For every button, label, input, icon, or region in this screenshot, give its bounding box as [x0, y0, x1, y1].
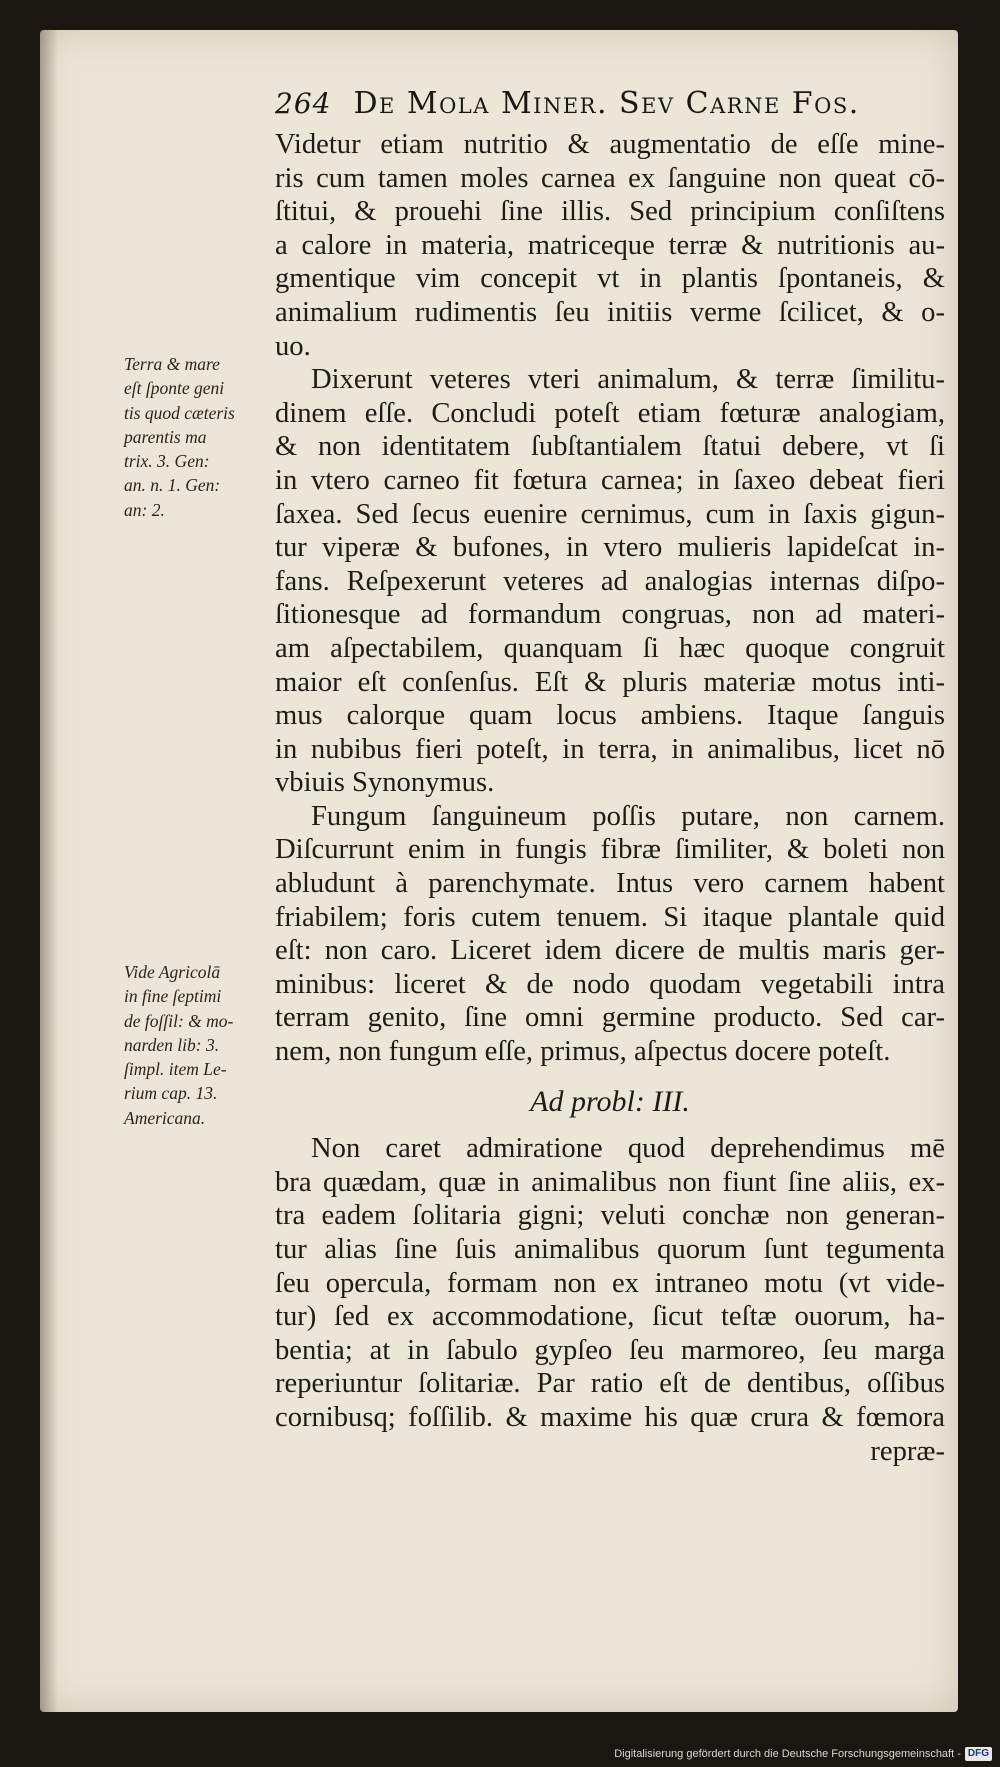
text-line: Dixerunt veteres vteri animalum, & terræ ſimilitu- — [311, 364, 945, 396]
margin-note-line: rium cap. 13. — [124, 1083, 218, 1104]
text-line: ris cum tamen moles carnea ex ſanguine non queat cō- — [275, 162, 945, 194]
margin-note-1 — [124, 352, 274, 522]
text-line: terram genito, ſine omni germine producto. Sed car- — [275, 1002, 945, 1034]
text-line: a calore in materia, matriceque terræ & nutritionis au- — [275, 229, 945, 261]
margin-note-line: ſimpl. item Le- — [124, 1059, 227, 1080]
text-line: ſitionesque ad formandum congruas, non ad materi- — [275, 599, 945, 631]
text-line: bentia; at in ſabulo gypſeo ſeu marmoreo, ſeu marga — [275, 1334, 945, 1366]
text-line: tra eadem ſolitaria gigni; veluti conchæ non generan- — [275, 1200, 945, 1232]
text-line: minibus: liceret & de nodo quodam vegetabili intra — [275, 968, 945, 1000]
paragraph-1 — [275, 128, 945, 363]
margin-note-line: Terra & mare — [124, 354, 220, 374]
text-line: ſtitui, & prouehi ſine illis. Sed principium conſiſtens — [275, 196, 945, 228]
text-line: in vtero carneo fit fœtura carnea; in ſaxeo debeat fieri — [275, 464, 945, 496]
text-line: vbiuis Synonymus. — [275, 767, 495, 799]
margin-note-line: Americana. — [124, 1107, 206, 1128]
text-line: mus calorque quam locus ambiens. Itaque ſanguis — [275, 700, 945, 732]
text-line: in nubibus fieri poteſt, in terra, in animalibus, licet nō — [275, 733, 945, 765]
text-line: nem, non fungum eſſe, primus, aſpectus docere poteſt. — [275, 1036, 891, 1068]
gutter-shadow — [40, 30, 58, 1712]
text-line: tur alias ſine ſuis animalibus quorum ſunt tegumenta — [275, 1234, 945, 1265]
text-line: gmentique vim concepit vt in plantis ſpontaneis, & — [275, 263, 945, 295]
text-line: fans. Reſpexerunt veteres ad analogias internas diſpo- — [275, 565, 945, 597]
catchword: repræ- — [870, 1435, 945, 1467]
text-line: Non caret admiratione quod deprehendimus mē — [311, 1133, 945, 1165]
paragraph-4 — [275, 1132, 945, 1434]
text-line: am aſpectabilem, quanquam ſi hæc quoque congruit — [275, 632, 945, 664]
credit-text: Digitalisierung gefördert durch die Deutsche Forschungsgemeinschaft - — [614, 1748, 961, 1760]
margin-note-line: trix. 3. Gen: — [124, 451, 210, 472]
paragraph-3 — [275, 800, 945, 1069]
margin-note-2 — [124, 960, 274, 1130]
text-line: reperiuntur ſolitariæ. Par ratio eſt de dentibus, oſſibus — [275, 1368, 945, 1400]
text-line: abludunt à parenchymate. Intus vero carnem habent — [275, 868, 945, 900]
text-line: ſeu opercula, formam non ex intraneo motu (vt vide- — [275, 1267, 945, 1299]
main-text-block — [275, 128, 945, 1468]
margin-note-line: an. n. 1. Gen: — [124, 475, 221, 496]
text-line: & non identitatem ſubſtantialem ſtatui debere, vt ſi — [275, 431, 945, 463]
page-number: 264 — [275, 87, 332, 120]
margin-note-line: narden lib: 3. — [124, 1034, 220, 1055]
margin-note-line: parentis ma — [124, 426, 207, 447]
text-line: friabilem; foris cutem tenuem. Si itaque plantale quid — [275, 901, 945, 933]
text-line: eſt: non caro. Liceret idem dicere de multis maris ger- — [275, 935, 945, 967]
text-line: dinem eſſe. Concludi poteſt etiam fœturæ analogiam, — [275, 397, 945, 429]
text-line: Diſcurrunt enim in fungis fibræ ſimiliter, & boleti non — [275, 834, 945, 866]
text-line: ſaxea. Sed ſecus euenire cernimus, cum in ſaxis gigun- — [275, 498, 945, 530]
text-line: maior eſt conſenſus. Eſt & pluris materiæ motus inti- — [275, 666, 945, 698]
text-line: animalium rudimentis ſeu initiis verme ſcilicet, & o- — [275, 296, 945, 328]
margin-note-line: in fine ſeptimi — [124, 986, 222, 1007]
margin-note-line: de foſſil: & mo- — [124, 1010, 234, 1031]
text-line: Videtur etiam nutritio & augmentatio de eſſe mine- — [275, 129, 945, 160]
paragraph-2 — [275, 363, 945, 800]
margin-note-line: eſt ſponte geni — [124, 378, 225, 399]
text-line: Fungum ſanguineum poſſis putare, non carnem. — [311, 800, 945, 832]
page-header — [275, 86, 950, 121]
text-line: bra quædam, quæ in animalibus non fiunt ſine aliis, ex- — [275, 1166, 945, 1198]
text-line: tur) ſed ex accommodatione, ſicut teſtæ ouorum, ha- — [275, 1301, 945, 1333]
digitization-credit — [614, 1747, 992, 1761]
text-line: uo. — [275, 330, 311, 362]
margin-note-line: Vide Agricolā — [124, 962, 221, 982]
margin-note-line: tis quod cæteris — [124, 402, 235, 423]
running-title: De Mola Miner. Sev Carne Fos. — [353, 86, 860, 121]
section-heading: Ad probl: III. — [530, 1084, 690, 1118]
dfg-logo: DFG — [965, 1747, 992, 1761]
text-line: tur viperæ & bufones, in vtero mulieris lapideſcat in- — [275, 532, 945, 564]
margin-note-line: an: 2. — [124, 499, 165, 520]
text-line: cornibusq; foſſilib. & maxime his quæ crura & fœmora — [275, 1401, 945, 1433]
